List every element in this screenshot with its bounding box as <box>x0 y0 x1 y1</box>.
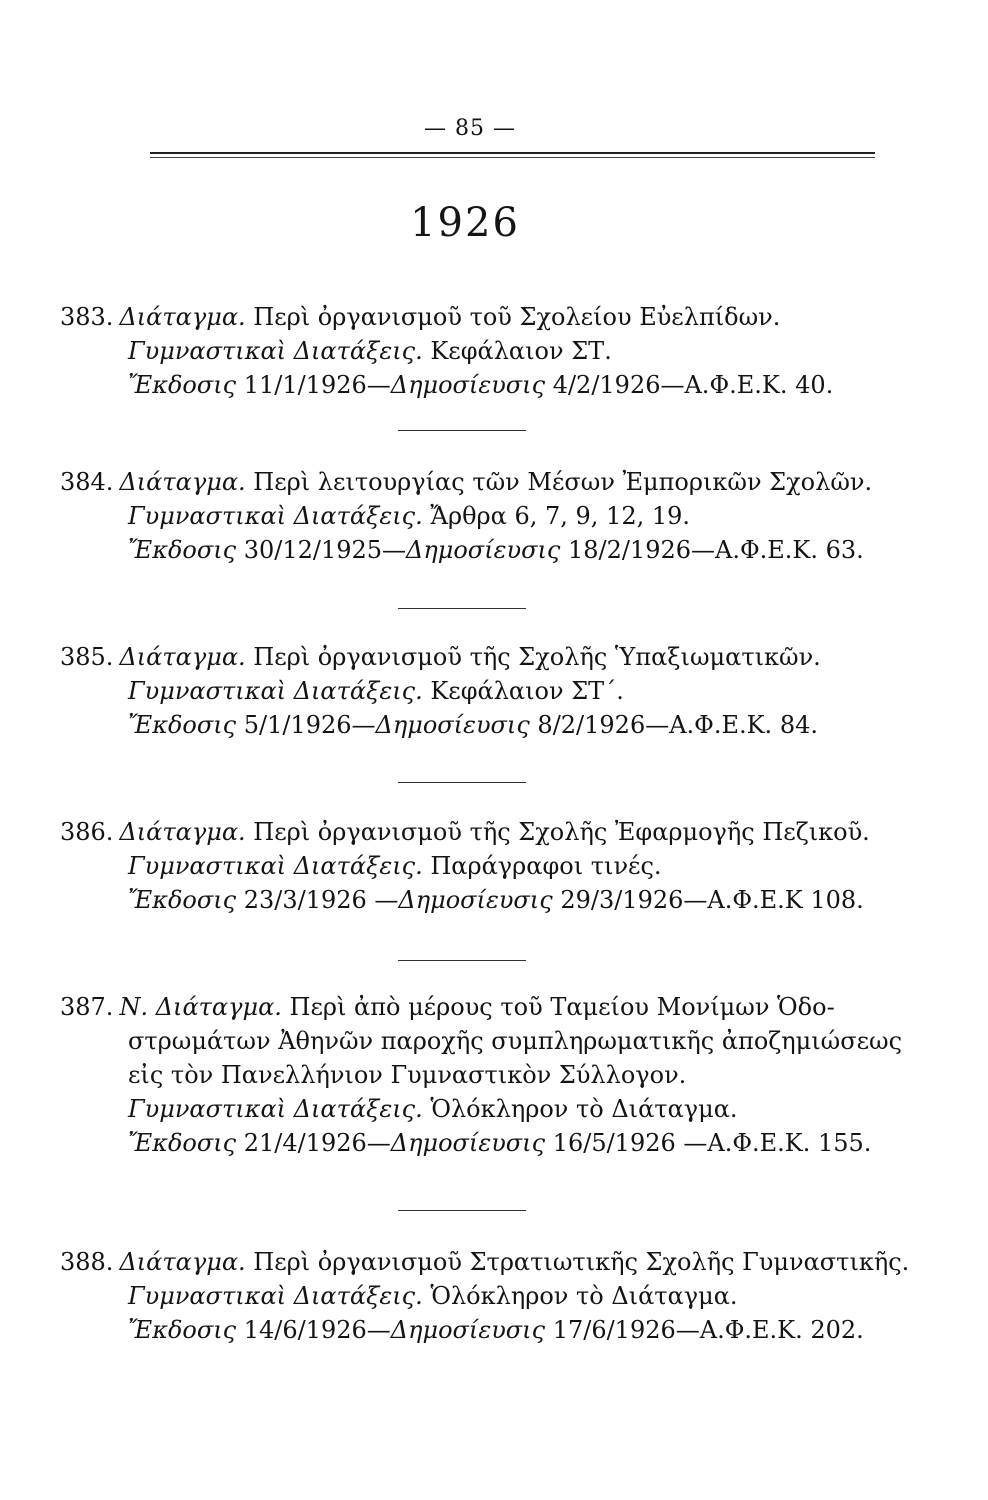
entry-line <box>60 533 930 567</box>
entry-label: Ἔκδοσις <box>128 886 237 914</box>
entry-text: Περὶ λειτουργίας τῶν Μέσων Ἐμπορικῶν Σχολῶν. <box>253 468 873 496</box>
entry-separator <box>398 1210 526 1211</box>
entry-separator <box>398 960 526 961</box>
entry-number: 387. <box>60 993 114 1021</box>
entry-label: Δημοσίευσις <box>390 1129 546 1157</box>
entry-label: Γυμναστικαὶ Διατάξεις. <box>128 677 423 705</box>
entry-label: Δημοσίευσις <box>406 536 561 564</box>
entry-label: Διάταγμα. <box>119 468 246 496</box>
entry-text: 8/2/1926—Α.Φ.Ε.Κ. 84. <box>537 711 818 739</box>
entry-label: Γυμναστικαὶ Διατάξεις. <box>128 1095 423 1123</box>
entry <box>60 465 930 567</box>
entry-label: Ἔκδοσις <box>128 1129 237 1157</box>
entry-label: Γυμναστικαὶ Διατάξεις. <box>128 502 423 530</box>
entry-line <box>60 815 930 849</box>
entry-label: Δημοσίευσις <box>398 886 553 914</box>
entry-line <box>60 499 930 533</box>
header-rule-secondary <box>150 157 875 158</box>
entry-text: Ὁλόκληρον τὸ Διάταγμα. <box>430 1282 738 1310</box>
entry-label: Δημοσίευσις <box>390 371 546 399</box>
entry-separator <box>398 782 526 783</box>
entry-text: 14/6/1926— <box>243 1316 391 1344</box>
entry-line <box>60 465 930 499</box>
entry-text: 4/2/1926—Α.Φ.Ε.Κ. 40. <box>552 371 834 399</box>
entry <box>60 990 930 1160</box>
entry-label: Δημοσίευσις <box>390 1316 546 1344</box>
entry-label: Δημοσίευσις <box>375 711 530 739</box>
entry-label: Ἔκδοσις <box>128 371 237 399</box>
entry-text: 30/12/1925— <box>243 536 407 564</box>
entry-label: Διάταγμα. <box>119 303 246 331</box>
entry-line <box>60 1058 930 1092</box>
entry <box>60 300 930 402</box>
entry-text: Κεφάλαιον ΣΤ. <box>430 337 612 365</box>
entry-text: Ἄρθρα 6, 7, 9, 12, 19. <box>430 502 691 530</box>
entry-text: Περὶ ὀργανισμοῦ τῆς Σχολῆς Ἐφαρμογῆς Πεζικοῦ. <box>253 818 870 846</box>
entry-line <box>60 300 930 334</box>
entry <box>60 1245 930 1347</box>
entry <box>60 640 930 742</box>
entry-text: Περὶ ὀργανισμοῦ τοῦ Σχολείου Εὐελπίδων. <box>253 303 781 331</box>
entry-text: 16/5/1926 —Α.Φ.Ε.Κ. 155. <box>552 1129 872 1157</box>
entry-text: 21/4/1926— <box>243 1129 391 1157</box>
entry-line <box>60 640 930 674</box>
entry-label: Γυμναστικαὶ Διατάξεις. <box>128 1282 423 1310</box>
header-rule <box>150 152 875 154</box>
entry-line <box>60 708 930 742</box>
year-heading: 1926 <box>410 200 520 246</box>
entry <box>60 815 930 917</box>
entry-line <box>60 1024 930 1058</box>
entry-separator <box>398 608 526 609</box>
entry-line <box>60 334 930 368</box>
entry-line <box>60 1245 930 1279</box>
entry-label: Ἔκδοσις <box>128 711 237 739</box>
entry-text: Κεφάλαιον ΣΤ΄. <box>430 677 624 705</box>
entry-line <box>60 368 930 402</box>
entry-label: Ἔκδοσις <box>128 536 237 564</box>
entry-label: Γυμναστικαὶ Διατάξεις. <box>128 337 423 365</box>
entry-line <box>60 1313 930 1347</box>
entry-text: Περὶ ἀπὸ μέρους τοῦ Ταμείου Μονίμων Ὁδο- <box>289 993 835 1021</box>
entry-line <box>60 990 930 1024</box>
entry-line <box>60 674 930 708</box>
entry-number: 385. <box>60 643 114 671</box>
entry-line <box>60 849 930 883</box>
entry-line <box>60 1279 930 1313</box>
entry-line <box>60 1126 930 1160</box>
entry-label: Γυμναστικαὶ Διατάξεις. <box>128 852 423 880</box>
entry-text: Περὶ ὀργανισμοῦ Στρατιωτικῆς Σχολῆς Γυμναστικῆς. <box>253 1248 910 1276</box>
entry-label: Ν. Διάταγμα. <box>119 993 282 1021</box>
entry-text: 11/1/1926— <box>243 371 391 399</box>
entry-text: Παράγραφοι τινές. <box>430 852 662 880</box>
entry-text: στρωμάτων Ἀθηνῶν παροχῆς συμπληρωματικῆς ἀποζημιώσεως <box>128 1027 903 1055</box>
entry-number: 383. <box>60 303 114 331</box>
entry-line <box>60 883 930 917</box>
entry-text: 18/2/1926—Α.Φ.Ε.Κ. 63. <box>567 536 864 564</box>
entry-text: εἰς τὸν Πανελλήνιον Γυμναστικὸν Σύλλογον. <box>128 1061 687 1089</box>
entry-number: 388. <box>60 1248 114 1276</box>
entry-label: Διάταγμα. <box>119 818 246 846</box>
entry-label: Ἔκδοσις <box>128 1316 237 1344</box>
entry-text: Περὶ ὀργανισμοῦ τῆς Σχολῆς Ὑπαξιωματικῶν. <box>253 643 821 671</box>
entry-number: 386. <box>60 818 114 846</box>
entry-text: 5/1/1926— <box>243 711 376 739</box>
entry-text: 17/6/1926—Α.Φ.Ε.Κ. 202. <box>552 1316 864 1344</box>
entry-text: 23/3/1926 — <box>243 886 399 914</box>
entry-label: Διάταγμα. <box>119 1248 246 1276</box>
entry-line <box>60 1092 930 1126</box>
entry-text: Ὁλόκληρον τὸ Διάταγμα. <box>430 1095 738 1123</box>
entry-label: Διάταγμα. <box>119 643 246 671</box>
entry-separator <box>398 430 526 431</box>
entry-number: 384. <box>60 468 114 496</box>
entry-text: 29/3/1926—Α.Φ.Ε.Κ 108. <box>560 886 864 914</box>
page-number: — 85 — <box>424 116 516 141</box>
